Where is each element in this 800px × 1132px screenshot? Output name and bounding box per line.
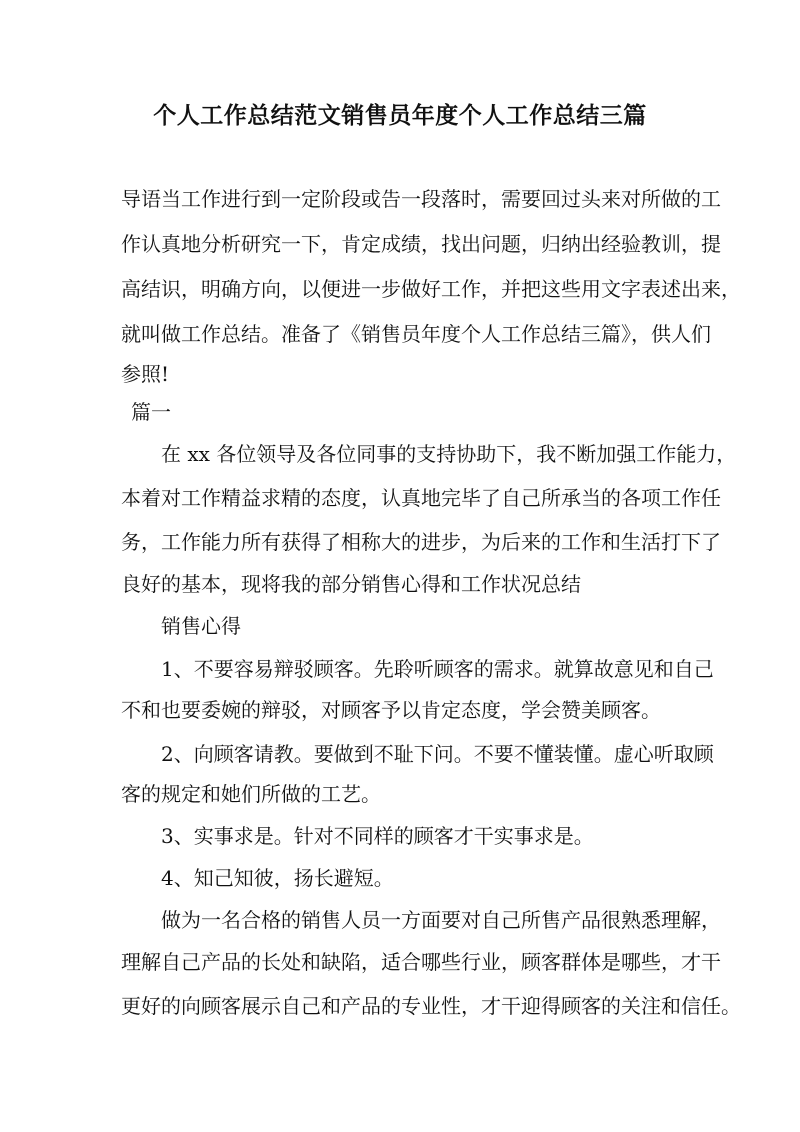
- subheading: 销售心得: [161, 614, 241, 638]
- document-title: 个人工作总结范文销售员年度个人工作总结三篇: [153, 102, 647, 129]
- paragraph-line: 做为一名合格的销售人员一方面要对自己所售产品很熟悉理解，: [161, 908, 721, 932]
- list-item-continuation: 不和也要委婉的辩驳，对顾客予以肯定态度，学会赞美顾客。: [121, 698, 661, 722]
- paragraph-line: 务，工作能力所有获得了相称大的进步，为后来的工作和生活打下了: [121, 530, 721, 554]
- intro-line: 高结识，明确方向，以便进一步做好工作，并把这些用文字表述出来，: [121, 277, 741, 301]
- paragraph-line: 更好的向顾客展示自己和产品的专业性，才干迎得顾客的关注和信任。: [121, 994, 741, 1018]
- list-item: 1、不要容易辩驳顾客。先聆听顾客的需求。就算故意见和自己: [161, 657, 714, 681]
- list-item: 3、实事求是。针对不同样的顾客才干实事求是。: [161, 824, 594, 848]
- list-item: 4、知己知彼，扬长避短。: [161, 866, 394, 890]
- list-item-continuation: 客的规定和她们所做的工艺。: [121, 782, 381, 806]
- intro-line: 作认真地分析研究一下，肯定成绩，找出问题，归纳出经验教训，提: [121, 232, 721, 256]
- list-item: 2、向顾客请教。要做到不耻下问。不要不懂装懂。虚心听取顾: [161, 742, 714, 766]
- intro-line: 导语当工作进行到一定阶段或告一段落时，需要回过头来对所做的工: [121, 187, 721, 211]
- intro-line: 参照!: [121, 362, 170, 386]
- paragraph-line: 在 xx 各位领导及各位同事的支持协助下，我不断加强工作能力，: [161, 442, 737, 466]
- paragraph-line: 良好的基本，现将我的部分销售心得和工作状况总结: [121, 572, 581, 596]
- paragraph-line: 理解自己产品的长处和缺陷，适合哪些行业，顾客群体是哪些，才干: [121, 950, 721, 974]
- intro-line: 就叫做工作总结。准备了《销售员年度个人工作总结三篇》，供人们: [121, 322, 711, 346]
- section-heading: 篇一: [131, 400, 171, 424]
- paragraph-line: 本着对工作精益求精的态度，认真地完毕了自己所承当的各项工作任: [121, 486, 721, 510]
